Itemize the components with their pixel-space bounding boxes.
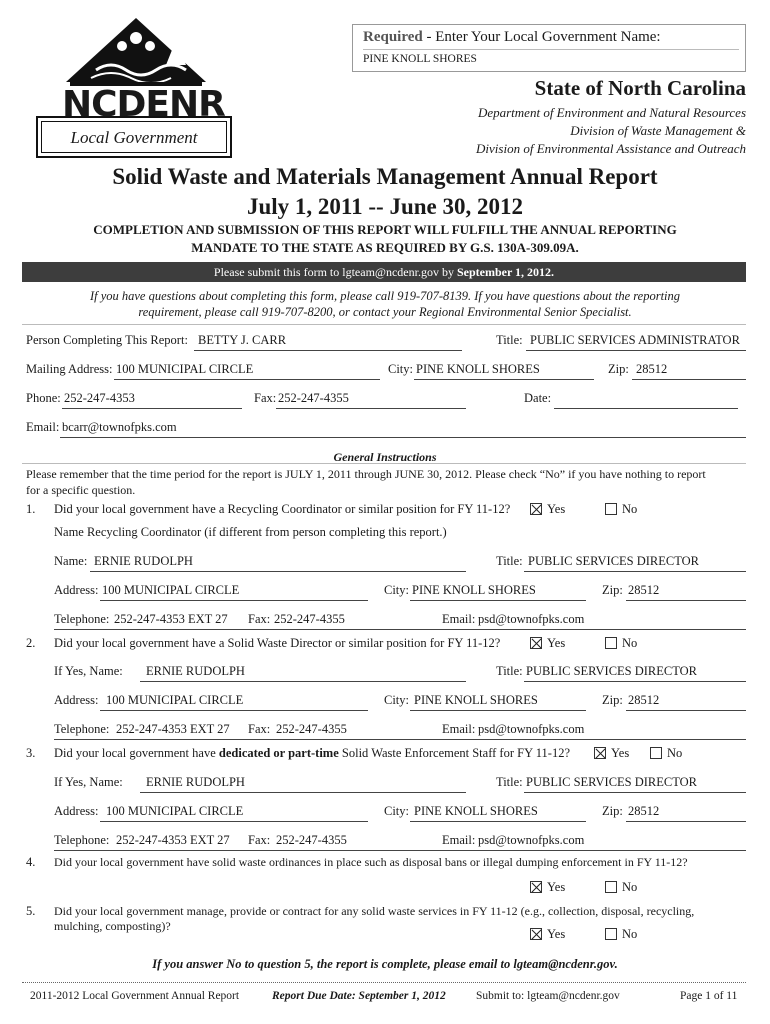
mailing-address-label: Mailing Address: [26,362,113,376]
q5-yes-checkbox[interactable] [530,928,542,940]
q3-no-label: No [667,746,683,760]
q1-telephone-label: Telephone: [54,612,110,626]
logo-org: NCDENR [62,84,225,125]
logo-sub: Local Government [70,128,198,147]
q1-city-field[interactable]: PINE KNOLL SHORES [412,583,536,597]
local-government-name-field[interactable]: PINE KNOLL SHORES [363,53,477,65]
q5-no-label: No [622,927,638,941]
mandate-line-2: MANDATE TO THE STATE AS REQUIRED BY G.S. 130A-309.09A. [191,240,579,255]
q2-name-field[interactable]: ERNIE RUDOLPH [146,664,245,678]
q3-yes-label: Yes [611,746,630,760]
q2-address-field[interactable]: 100 MUNICIPAL CIRCLE [106,693,244,707]
q1-title-label: Title: [496,554,523,568]
q3-address-label: Address: [54,804,99,818]
q2-zip-label: Zip: [602,693,623,707]
q3-number: 3. [26,746,36,760]
logo-sub-box [36,116,232,158]
q2-address-label: Address: [54,693,99,707]
q3-email-label: Email: [442,833,476,847]
q3-zip-label: Zip: [602,804,623,818]
q2-no-label: No [622,636,638,650]
q5-yes-label: Yes [547,927,566,941]
gi-text-1: Please remember that the time period for the report is JULY 1, 2011 through JUNE 30, 2012. Please check “No” if you have nothing to report [26,467,706,481]
submit-banner: Please submit this form to lgteam@ncdenr.gov by September 1, 2012. [22,262,746,282]
q1-email-field[interactable]: psd@townofpks.com [478,612,585,626]
q2-city-field[interactable]: PINE KNOLL SHORES [414,693,538,707]
q3-yes-checkbox[interactable] [594,747,606,759]
q2-no-checkbox[interactable] [605,637,617,649]
q5-no-checkbox[interactable] [605,928,617,940]
q3-city-label: City: [384,804,410,818]
footer-page-number: Page 1 of 11 [680,990,738,1002]
person-title-label: Title: [496,333,523,347]
q2-fax-label: Fax: [248,722,271,736]
q2-city-label: City: [384,693,410,707]
q1-name-field[interactable]: ERNIE RUDOLPH [94,554,193,568]
q4-yes-label: Yes [547,880,566,894]
q3-telephone-label: Telephone: [54,833,110,847]
state-heading: State of North Carolina [534,76,746,100]
q1-address-label: Address: [54,583,99,597]
required-label: Required - Enter Your Local Government Name: [363,29,661,45]
q1-zip-label: Zip: [602,583,623,597]
q4-yes-checkbox[interactable] [530,881,542,893]
q4-no-checkbox[interactable] [605,881,617,893]
report-period: July 1, 2011 -- June 30, 2012 [246,194,524,219]
mailing-address-field[interactable]: 100 MUNICIPAL CIRCLE [116,362,254,376]
q5-number: 5. [26,904,36,918]
q1-email-label: Email: [442,612,476,626]
q2-number: 2. [26,636,36,650]
q3-city-field[interactable]: PINE KNOLL SHORES [414,804,538,818]
q3-title-field[interactable]: PUBLIC SERVICES DIRECTOR [526,775,698,789]
q3-name-field[interactable]: ERNIE RUDOLPH [146,775,245,789]
q1-address-field[interactable]: 100 MUNICIPAL CIRCLE [102,583,240,597]
q1-no-checkbox[interactable] [605,503,617,515]
gi-text-2: for a specific question. [26,483,136,497]
q2-title-label: Title: [496,664,523,678]
q2-text: Did your local government have a Solid Waste Director or similar position for FY 11-12? [54,636,501,650]
q1-fax-label: Fax: [248,612,271,626]
q1-name-label: Name: [54,554,88,568]
q1-number: 1. [26,502,36,516]
q2-email-field[interactable]: psd@townofpks.com [478,722,585,736]
q4-number: 4. [26,855,36,869]
fax-field[interactable]: 252-247-4355 [278,391,349,405]
q2-telephone-label: Telephone: [54,722,110,736]
ncdenr-logo [36,10,236,160]
person-name-field[interactable]: BETTY J. CARR [198,333,287,347]
q4-text: Did your local government have solid waste ordinances in place such as disposal bans or illegal dumping enforcement in FY 11-12? [54,855,688,869]
q2-fax-field[interactable]: 252-247-4355 [276,722,347,736]
q2-email-label: Email: [442,722,476,736]
q2-yes-label: Yes [547,636,566,650]
person-label: Person Completing This Report: [26,333,188,347]
q5-text-1: Did your local government manage, provide or contract for any solid waste services in FY 11-12 (e.g., collection, disposal, recycling, [54,904,695,918]
q1-no-label: No [622,502,638,516]
mandate-line-1: COMPLETION AND SUBMISSION OF THIS REPORT WILL FULFILL THE ANNUAL REPORTING [93,222,677,237]
footer-report-name: 2011-2012 Local Government Annual Report [30,990,240,1002]
q1-title-field[interactable]: PUBLIC SERVICES DIRECTOR [528,554,700,568]
q3-fax-label: Fax: [248,833,271,847]
person-title-field[interactable]: PUBLIC SERVICES ADMINISTRATOR [530,333,740,347]
date-label: Date: [524,391,552,405]
q2-telephone-field[interactable]: 252-247-4353 EXT 27 [116,722,230,736]
q3-email-field[interactable]: psd@townofpks.com [478,833,585,847]
fax-label: Fax: [254,391,277,405]
q3-telephone-field[interactable]: 252-247-4353 EXT 27 [116,833,230,847]
phone-label: Phone: [26,391,61,405]
q2-ifyes-label: If Yes, Name: [54,664,123,678]
questions-note: If you have questions about completing this form, please call 919-707-8139. If you have questions about the reporting requirement, please call 919-707-8200, or contact your Regional Environmental Senior Specialist. [89,289,681,319]
zip-field[interactable]: 28512 [636,362,668,376]
footer-submit: Submit to: lgteam@ncdenr.gov [476,990,620,1002]
q1-telephone-field[interactable]: 252-247-4353 EXT 27 [114,612,228,626]
q1-subtext: Name Recycling Coordinator (if different from person completing this report.) [54,525,447,539]
department-lines: Department of Environment and Natural Resources Division of Waste Management & Division of Environmental Assistance and Outreach [476,105,746,156]
q2-title-field[interactable]: PUBLIC SERVICES DIRECTOR [526,664,698,678]
required-box [352,24,746,72]
q3-fax-field[interactable]: 252-247-4355 [276,833,347,847]
footer-due-date: Report Due Date: September 1, 2012 [272,990,446,1002]
closing-note: If you answer No to question 5, the report is complete, please email to lgteam@ncdenr.gov. [152,957,618,971]
q3-title-label: Title: [496,775,523,789]
q1-yes-checkbox[interactable] [530,503,542,515]
q1-fax-field[interactable]: 252-247-4355 [274,612,345,626]
q1-yes-label: Yes [547,502,566,516]
zip-label: Zip: [608,362,629,376]
q4-no-label: No [622,880,638,894]
q2-zip-field[interactable]: 28512 [628,693,660,707]
q3-ifyes-label: If Yes, Name: [54,775,123,789]
q3-text: Did your local government have dedicated or part-time Solid Waste Enforcement Staff for FY 11-12? [54,746,571,760]
email-label: Email: [26,420,60,434]
q3-no-checkbox[interactable] [650,747,662,759]
q2-yes-checkbox[interactable] [530,637,542,649]
q1-city-label: City: [384,583,410,597]
city-field[interactable]: PINE KNOLL SHORES [416,362,540,376]
report-title: Solid Waste and Materials Management Annual Report [112,164,658,189]
q3-address-field[interactable]: 100 MUNICIPAL CIRCLE [106,804,244,818]
phone-field[interactable]: 252-247-4353 [64,391,135,405]
q1-text: Did your local government have a Recycling Coordinator or similar position for FY 11-12? [54,502,511,516]
q5-text-2: mulching, composting)? [54,919,171,933]
email-field[interactable]: bcarr@townofpks.com [62,420,177,434]
q3-zip-field[interactable]: 28512 [628,804,660,818]
city-label: City: [388,362,414,376]
q1-zip-field[interactable]: 28512 [628,583,660,597]
general-instructions-heading: General Instructions [333,450,437,464]
